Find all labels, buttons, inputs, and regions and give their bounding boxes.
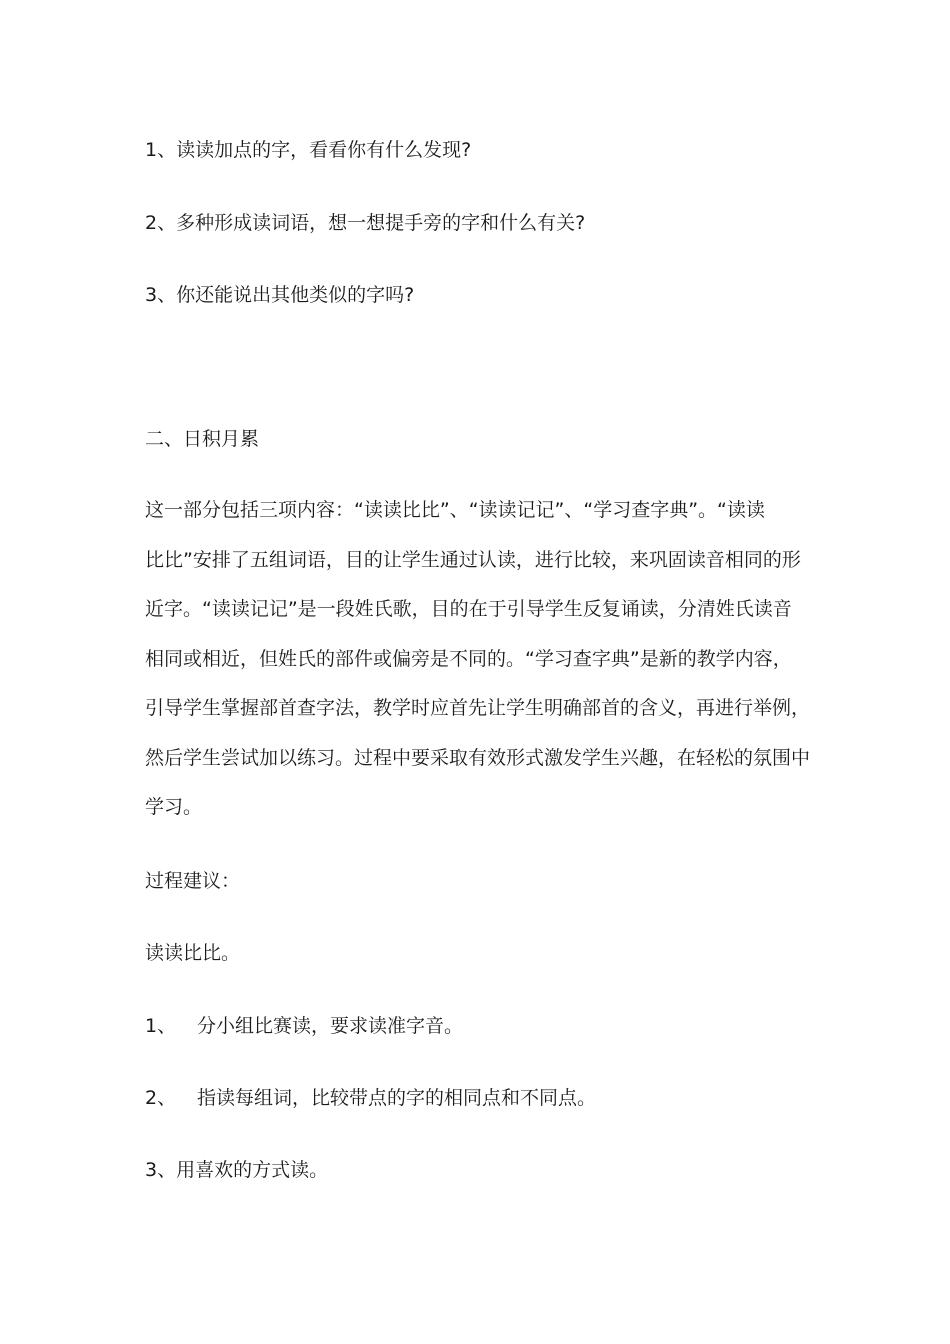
paragraph-line-3: 近字。“读读记记”是一段姓氏歌，目的在于引导学生反复诵读，分清姓氏读音 bbox=[145, 598, 792, 620]
step-2-number: 2、 bbox=[145, 1087, 177, 1109]
activity-title: 读读比比。 bbox=[145, 942, 241, 964]
paragraph-line-5: 引导学生掌握部首查字法，教学时应首先让学生明确部首的含义，再进行举例， bbox=[145, 697, 811, 719]
paragraph-line-7: 学习。 bbox=[145, 796, 203, 818]
step-2 bbox=[145, 1086, 596, 1110]
question-2: 2、多种形成读词语，想一想提手旁的字和什么有关? bbox=[145, 212, 586, 234]
paragraph-line-1: 这一部分包括三项内容：“读读比比”、“读读记记”、“学习查字典”。“读读 bbox=[145, 499, 765, 521]
step-3: 3、用喜欢的方式读。 bbox=[145, 1159, 329, 1181]
question-1: 1、读读加点的字，看看你有什么发现? bbox=[145, 139, 472, 161]
question-3: 3、你还能说出其他类似的字吗? bbox=[145, 284, 415, 306]
paragraph-line-4: 相同或相近，但姓氏的部件或偏旁是不同的。“学习查字典”是新的教学内容， bbox=[145, 647, 792, 670]
step-1 bbox=[145, 1014, 463, 1038]
section-heading: 二、日积月累 bbox=[145, 428, 260, 450]
step-1-text: 分小组比赛读，要求读准字音。 bbox=[197, 1015, 464, 1037]
paragraph-line-6: 然后学生尝试加以练习。过程中要采取有效形式激发学生兴趣，在轻松的氛围中 bbox=[145, 746, 811, 769]
section-paragraph bbox=[145, 486, 810, 833]
step-2-text: 指读每组词，比较带点的字的相同点和不同点。 bbox=[197, 1087, 597, 1109]
process-label: 过程建议： bbox=[145, 870, 241, 892]
step-1-number: 1、 bbox=[145, 1015, 177, 1037]
paragraph-line-2: 比比”安排了五组词语，目的让学生通过认读，进行比较，来巩固读音相同的形 bbox=[145, 548, 801, 571]
